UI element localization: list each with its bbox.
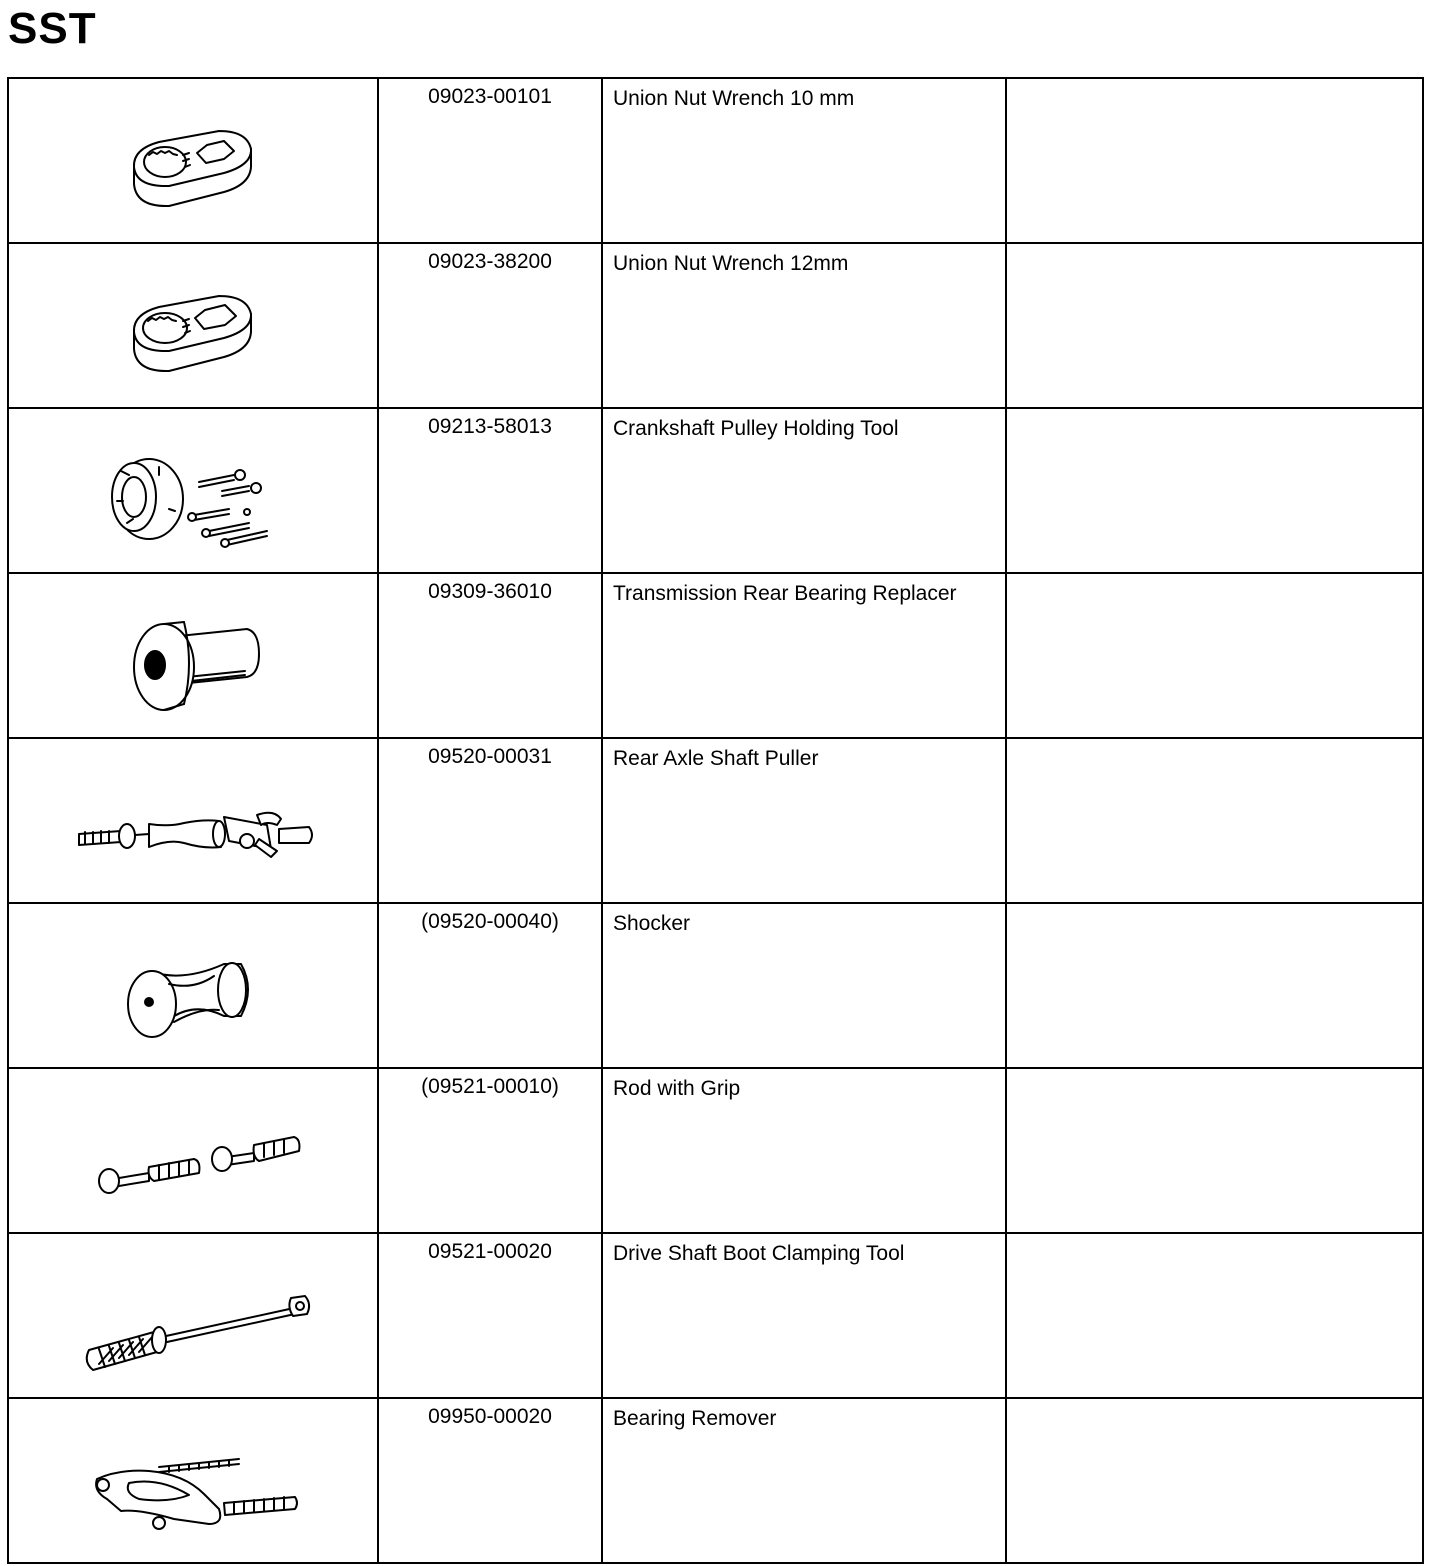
part-number: 09023-38200 xyxy=(378,243,602,408)
rod-with-grip-icon xyxy=(9,1069,377,1226)
part-number: 09950-00020 xyxy=(378,1398,602,1563)
tool-note xyxy=(1006,1398,1423,1563)
tool-illustration xyxy=(8,1398,378,1563)
tool-note xyxy=(1006,1233,1423,1398)
tool-illustration xyxy=(8,738,378,903)
tool-note xyxy=(1006,903,1423,1068)
union-nut-wrench-12-icon xyxy=(9,244,377,401)
tool-note xyxy=(1006,243,1423,408)
table-row xyxy=(8,78,1423,243)
table-row xyxy=(8,1068,1423,1233)
part-number: 09521-00020 xyxy=(378,1233,602,1398)
tool-name: Union Nut Wrench 10 mm xyxy=(602,78,1006,243)
part-number: (09520-00040) xyxy=(378,903,602,1068)
part-number: 09023-00101 xyxy=(378,78,602,243)
tool-note xyxy=(1006,573,1423,738)
tool-illustration xyxy=(8,573,378,738)
part-number: 09520-00031 xyxy=(378,738,602,903)
tool-note xyxy=(1006,78,1423,243)
table-row xyxy=(8,408,1423,573)
tool-note xyxy=(1006,408,1423,573)
bearing-remover-icon xyxy=(9,1399,377,1556)
part-number: (09521-00010) xyxy=(378,1068,602,1233)
tool-illustration xyxy=(8,903,378,1068)
table-row xyxy=(8,573,1423,738)
tool-note xyxy=(1006,738,1423,903)
tool-note xyxy=(1006,1068,1423,1233)
sst-table xyxy=(7,77,1424,1564)
bearing-replacer-icon xyxy=(9,574,377,731)
table-row xyxy=(8,903,1423,1068)
tool-name: Transmission Rear Bearing Replacer xyxy=(602,573,1006,738)
union-nut-wrench-10-icon xyxy=(9,79,377,236)
table-row xyxy=(8,1233,1423,1398)
boot-clamping-tool-icon xyxy=(9,1234,377,1391)
tool-illustration xyxy=(8,1233,378,1398)
table-row xyxy=(8,1398,1423,1563)
shocker-icon xyxy=(9,904,377,1061)
part-number: 09309-36010 xyxy=(378,573,602,738)
tool-illustration xyxy=(8,78,378,243)
tool-illustration xyxy=(8,243,378,408)
axle-shaft-puller-icon xyxy=(9,739,377,896)
tool-name: Shocker xyxy=(602,903,1006,1068)
tool-name: Rear Axle Shaft Puller xyxy=(602,738,1006,903)
tool-illustration xyxy=(8,1068,378,1233)
part-number: 09213-58013 xyxy=(378,408,602,573)
tool-name: Union Nut Wrench 12mm xyxy=(602,243,1006,408)
tool-name: Drive Shaft Boot Clamping Tool xyxy=(602,1233,1006,1398)
crankshaft-pulley-holding-tool-icon xyxy=(9,409,377,566)
tool-illustration xyxy=(8,408,378,573)
tool-name: Crankshaft Pulley Holding Tool xyxy=(602,408,1006,573)
tool-name: Bearing Remover xyxy=(602,1398,1006,1563)
table-row xyxy=(8,243,1423,408)
tool-name: Rod with Grip xyxy=(602,1068,1006,1233)
table-row xyxy=(8,738,1423,903)
page-title: SST xyxy=(8,4,97,53)
